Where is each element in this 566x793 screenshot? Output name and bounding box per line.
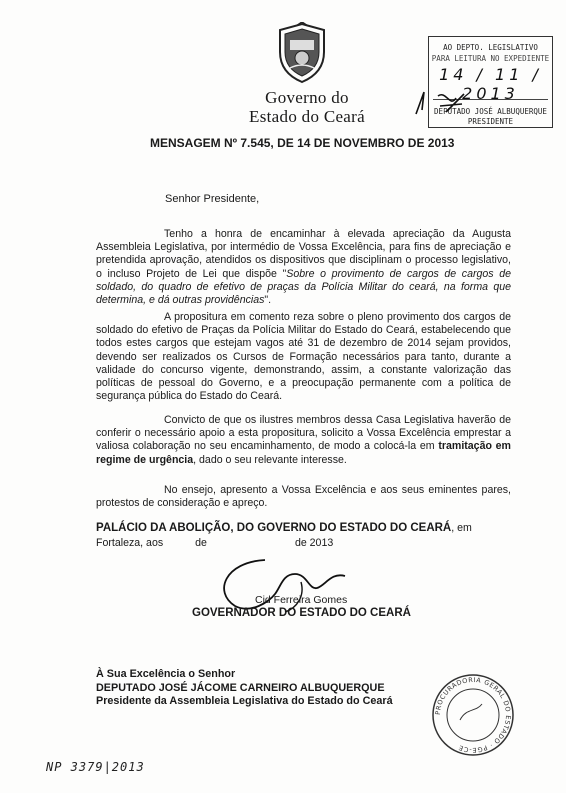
- stamp-line-1: AO DEPTO. LEGISLATIVO: [443, 43, 538, 52]
- stamp-line-2: PARA LEITURA NO EXPEDIENTE: [431, 54, 550, 63]
- recipient-line-2: DEPUTADO JOSÉ JÁCOME CARNEIRO ALBUQUERQUE: [96, 681, 385, 694]
- paragraph-1-text: Tenho a honra de encaminhar à elevada apreciação da Augusta Assembleia Legislativa, por intermédio de Vossa Excelência, para fins de apreciação e pretendida aprovação, atendidos os dispositivos que disciplinam o processo legislativo, o incluso Projeto de Lei que dispõe ": [96, 228, 511, 280]
- paragraph-3-urgency: tramitação em regime de urgência: [96, 440, 511, 466]
- date-line-city: Fortaleza, aos: [96, 537, 164, 549]
- closing-date-line: [96, 537, 333, 549]
- protocol-number: NP 3379|2013: [46, 760, 145, 774]
- date-line-year: de 2013: [294, 537, 334, 549]
- paragraph-1: [96, 228, 511, 307]
- letterhead-line-2: Estado do Ceará: [249, 107, 365, 126]
- date-line-de: de: [195, 537, 207, 549]
- recipient-line-1: À Sua Excelência o Senhor: [96, 668, 236, 680]
- paragraph-3-text: Convicto de que os ilustres membros dessa Casa Legislativa haverão de conferir o necessário apoio a esta propositura, solicito a Vossa Excelência emprestar a valiosa colaboração no seu encaminhamento, de modo a colocá-la em: [96, 414, 511, 453]
- seal-ring-text: PROCURADORIA GERAL DO ESTADO · PGE-CE: [433, 675, 513, 755]
- salutation: Senhor Presidente,: [165, 193, 260, 205]
- paragraph-4-text: No ensejo, apresento a Vossa Excelência e aos seus eminentes pares, protestos de consideração e apreço.: [96, 484, 511, 510]
- stamp-line-3: DEPUTADO JOSÉ ALBUQUERQUE: [434, 107, 547, 116]
- government-letterhead: [232, 88, 382, 126]
- signer-name: Cid Ferreira Gomes: [255, 594, 348, 606]
- state-coat-of-arms-icon: [276, 22, 328, 84]
- signer-role: GOVERNADOR DO ESTADO DO CEARÁ: [192, 607, 411, 619]
- recipient-line-3: Presidente da Assembleia Legislativa do Estado do Ceará: [96, 695, 393, 707]
- message-title: MENSAGEM Nº 7.545, DE 14 DE NOVEMBRO DE 2013: [150, 136, 455, 150]
- paragraph-1-bill-subject: Sobre o provimento de cargos de cargos de soldado, do quadro de efetivo de praças da Polícia Militar do ceará, na forma que determina, e dá outras providências: [96, 267, 511, 307]
- stamp-initials-scribble-icon: [410, 88, 470, 118]
- recipient-block: [96, 668, 393, 709]
- stamp-line-4: PRESIDENTE: [467, 117, 514, 126]
- letterhead-line-1: Governo do: [265, 88, 349, 107]
- paragraph-4: [96, 484, 511, 510]
- paragraph-3-close: , dado o seu relevante interesse.: [193, 453, 347, 466]
- paragraph-2: [96, 311, 511, 403]
- svg-text:PROCURADORIA GERAL DO ESTADO ·: [434, 676, 512, 754]
- closing-palace-line: [96, 521, 511, 535]
- attorney-general-seal-icon: [430, 672, 516, 758]
- paragraph-3: [96, 414, 511, 467]
- paragraph-1-close: ".: [264, 294, 272, 307]
- palace-name: PALÁCIO DA ABOLIÇÃO, DO GOVERNO DO ESTADO DO CEARÁ: [96, 522, 452, 534]
- palace-tail: , em: [451, 522, 472, 534]
- paragraph-2-text: A propositura em comento reza sobre o pleno provimento dos cargos de soldado do efetivo de Praças da Polícia Militar do Estado do Ceará, estabelecendo que todos estes cargos que estejam vagos até 31 de dezembro de 2014 sejam providos, devendo ser realizados os Cursos de Formação necessários para tanto, durante a validade do concurso vigente, demonstrando, assim, a constante valorização das políticas de pessoal do Governo, e a preocupação permanente com a política de segurança pública do Estado do Ceará.: [96, 311, 511, 403]
- stamp-handwritten-date: 14 / 11 / 2013: [439, 65, 542, 103]
